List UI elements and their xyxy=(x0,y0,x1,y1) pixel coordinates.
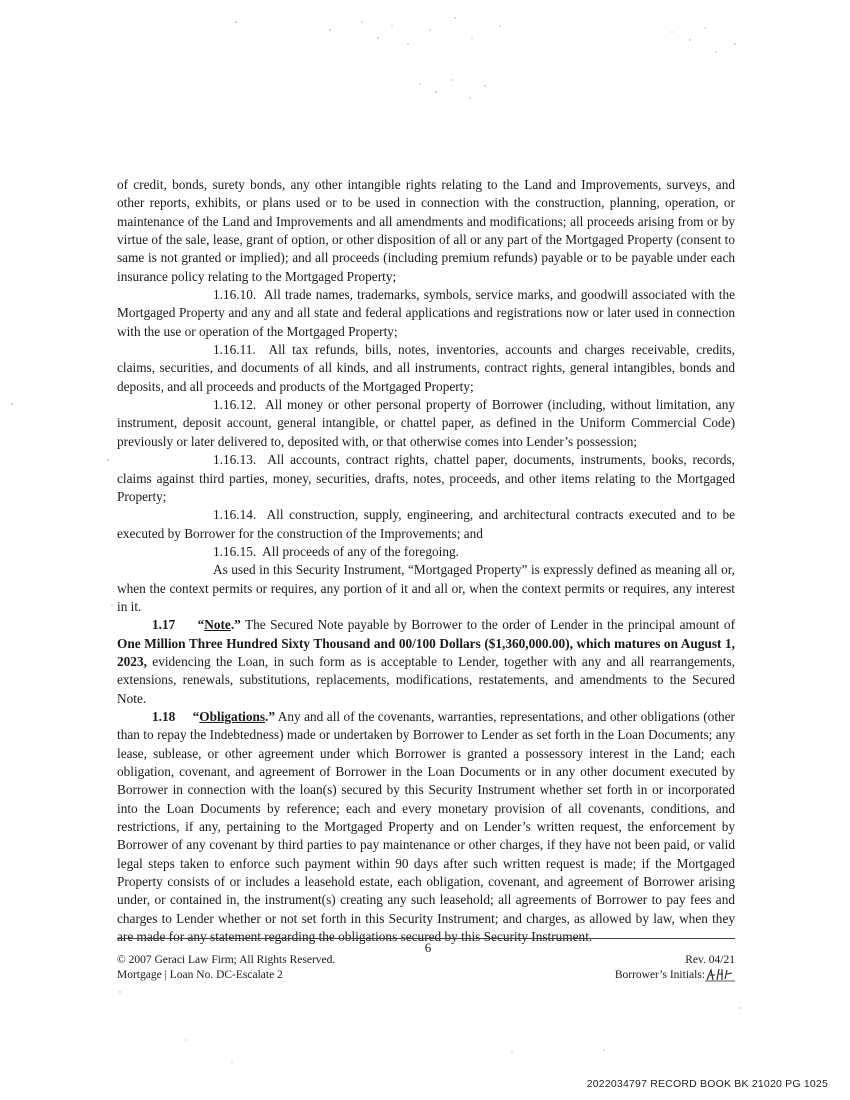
footer-divider xyxy=(117,938,735,939)
section-number: 1.16.14. xyxy=(213,507,257,523)
paragraph-text: All tax refunds, bills, notes, inventories, accounts and charges receivable, credits, claims, securities, and documents of all kinds, and all instruments, contract rights, general intangibles, bonds and deposits, and all proceeds and products of the Mortgaged Property; xyxy=(117,342,735,394)
page-number: 6 xyxy=(424,940,432,955)
paragraph-1-16-14 xyxy=(117,506,735,543)
footer-right xyxy=(615,953,735,982)
section-number: 1.18 xyxy=(152,708,176,724)
paragraph-text: All trade names, trademarks, symbols, service marks, and goodwill associated with the Mortgaged Property and any and all state and federal applications and registrations now or later used in connection with the use or operation of the Mortgaged Property; xyxy=(117,287,735,339)
paragraph-1-16-10 xyxy=(117,286,735,341)
record-stamp: 2022034797 RECORD BOOK BK 21020 PG 1025 xyxy=(586,1078,828,1090)
note-text-b: evidencing the Loan, in such form as is acceptable to Lender, together with any and all rearrangements, extensions, renewals, substitutions, replacements, modifications, restatements, and amendments to the Secured Note. xyxy=(117,653,735,706)
footer-left xyxy=(117,953,335,982)
section-number: 1.16.15. xyxy=(213,543,257,559)
document-body xyxy=(117,176,735,946)
defined-term-note: Note xyxy=(204,617,231,633)
paragraph-1-16-12 xyxy=(117,396,735,451)
paragraph-text: All accounts, contract rights, chattel paper, documents, instruments, books, records, claims against third parties, money, securities, drafts, notes, proceeds, and other items relating to the Mortgaged Property; xyxy=(117,452,736,504)
defined-term-obligations: Obligations xyxy=(199,708,266,724)
section-number: 1.16.13. xyxy=(213,452,257,468)
defined-term-open-quote: “ xyxy=(197,617,205,633)
paragraph-continuation: of credit, bonds, surety bonds, any other intangible rights relating to the Land and Improvements, surveys, and other reports, exhibits, or plans used or to be used in connection with the construction, planning, operation, or maintenance of the Land and Improvements and all amendments and modifications; all proceeds arising from or by virtue of the sale, lease, grant of option, or other disposition of all or any part of the Mortgaged Property (consent to same is not granted or implied); and all proceeds (including premium refunds) payable or to be payable under each insurance policy relating to the Mortgaged Property; xyxy=(117,177,735,284)
section-number: 1.16.12. xyxy=(213,397,257,413)
paragraph-text: All construction, supply, engineering, and architectural contracts executed and to be executed by Borrower for the construction of the Improvements; and xyxy=(117,507,735,541)
document-reference: Mortgage | Loan No. DC-Escalate 2 xyxy=(117,968,283,981)
initials-label: Borrower’s Initials: xyxy=(614,968,705,981)
paragraph-1-16-15 xyxy=(117,543,735,561)
obligations-text: Any and all of the covenants, warranties, representations, and other obligations (other than to repay the Indebtedness) made or undertaken by Borrower to Lender as set forth in the Loan Documents; any lease, sublease, or other agreement under which Borrower is granted a possessory interest in the Land; each obligation, covenant, and agreement of Borrower in the Loan Documents or in any other document executed by Borrower in connection with the loan(s) secured by this Security Instrument whether set forth in or incorporated into the Loan Documents by reference; each and every monetary provision of all covenants, conditions, and restrictions, if any, pertaining to the Mortgaged Property and on Lender’s written request, the enforcement by Borrower of any covenant by third parties to pay maintenance or other charges, if they have not been paid, or valid legal steps taken to enforce such payment within 90 days after such written request is made; if the Mortgaged Property consists of or includes a leasehold estate, each obligation, covenant, and agreement of Borrower arising under, or contained in, the instrument(s) creating any such leasehold; all agreements of Borrower to pay fees and charges to Lender whether or not set forth in this Security Instrument; and charges, as allowed by law, when they are made for any statement regarding the obligations secured by this Security Instrument. xyxy=(117,708,735,945)
section-1-18-obligations xyxy=(117,708,735,946)
section-1-17-note xyxy=(117,616,735,708)
note-text-a: The Secured Note payable by Borrower to the order of Lender in the principal amount of xyxy=(240,617,735,633)
section-number: 1.16.10. xyxy=(213,287,257,303)
paragraph-text: All proceeds of any of the foregoing. xyxy=(262,543,459,559)
paragraph-1-16-13 xyxy=(117,451,735,506)
paragraph-text: All money or other personal property of Borrower (including, without limitation, any instrument, deposit account, general intangible, or chattel paper, as defined in the Uniform Commercial Code) previously or later delivered to, deposited with, or that otherwise comes into Lender’s possession; xyxy=(117,397,735,449)
section-number: 1.16.11. xyxy=(213,342,256,358)
borrower-initials-line xyxy=(615,968,735,983)
section-number: 1.17 xyxy=(152,617,176,633)
loan-amount-bold: One Million Three Hundred Sixty Thousand and 00/100 Dollars ($1,360,000.00), which matures on August 1, 2023, xyxy=(117,635,735,669)
copyright-notice: © 2007 Geraci Law Firm; All Rights Reserved. xyxy=(117,954,336,966)
defined-term-close-quote: .” xyxy=(265,708,276,724)
paragraph-as-used: As used in this Security Instrument, “Mortgaged Property” is expressly defined as meaning all or, when the context permits or requires, any portion of it and all or, when the context permits or requires, any interest in it. xyxy=(117,562,735,614)
defined-term-open-quote: “ xyxy=(192,708,200,724)
revision-date: Rev. 04/21 xyxy=(685,954,735,966)
handwritten-initials-icon xyxy=(705,968,735,982)
defined-term-close-quote: .” xyxy=(230,617,241,633)
paragraph-1-16-11 xyxy=(117,341,735,396)
